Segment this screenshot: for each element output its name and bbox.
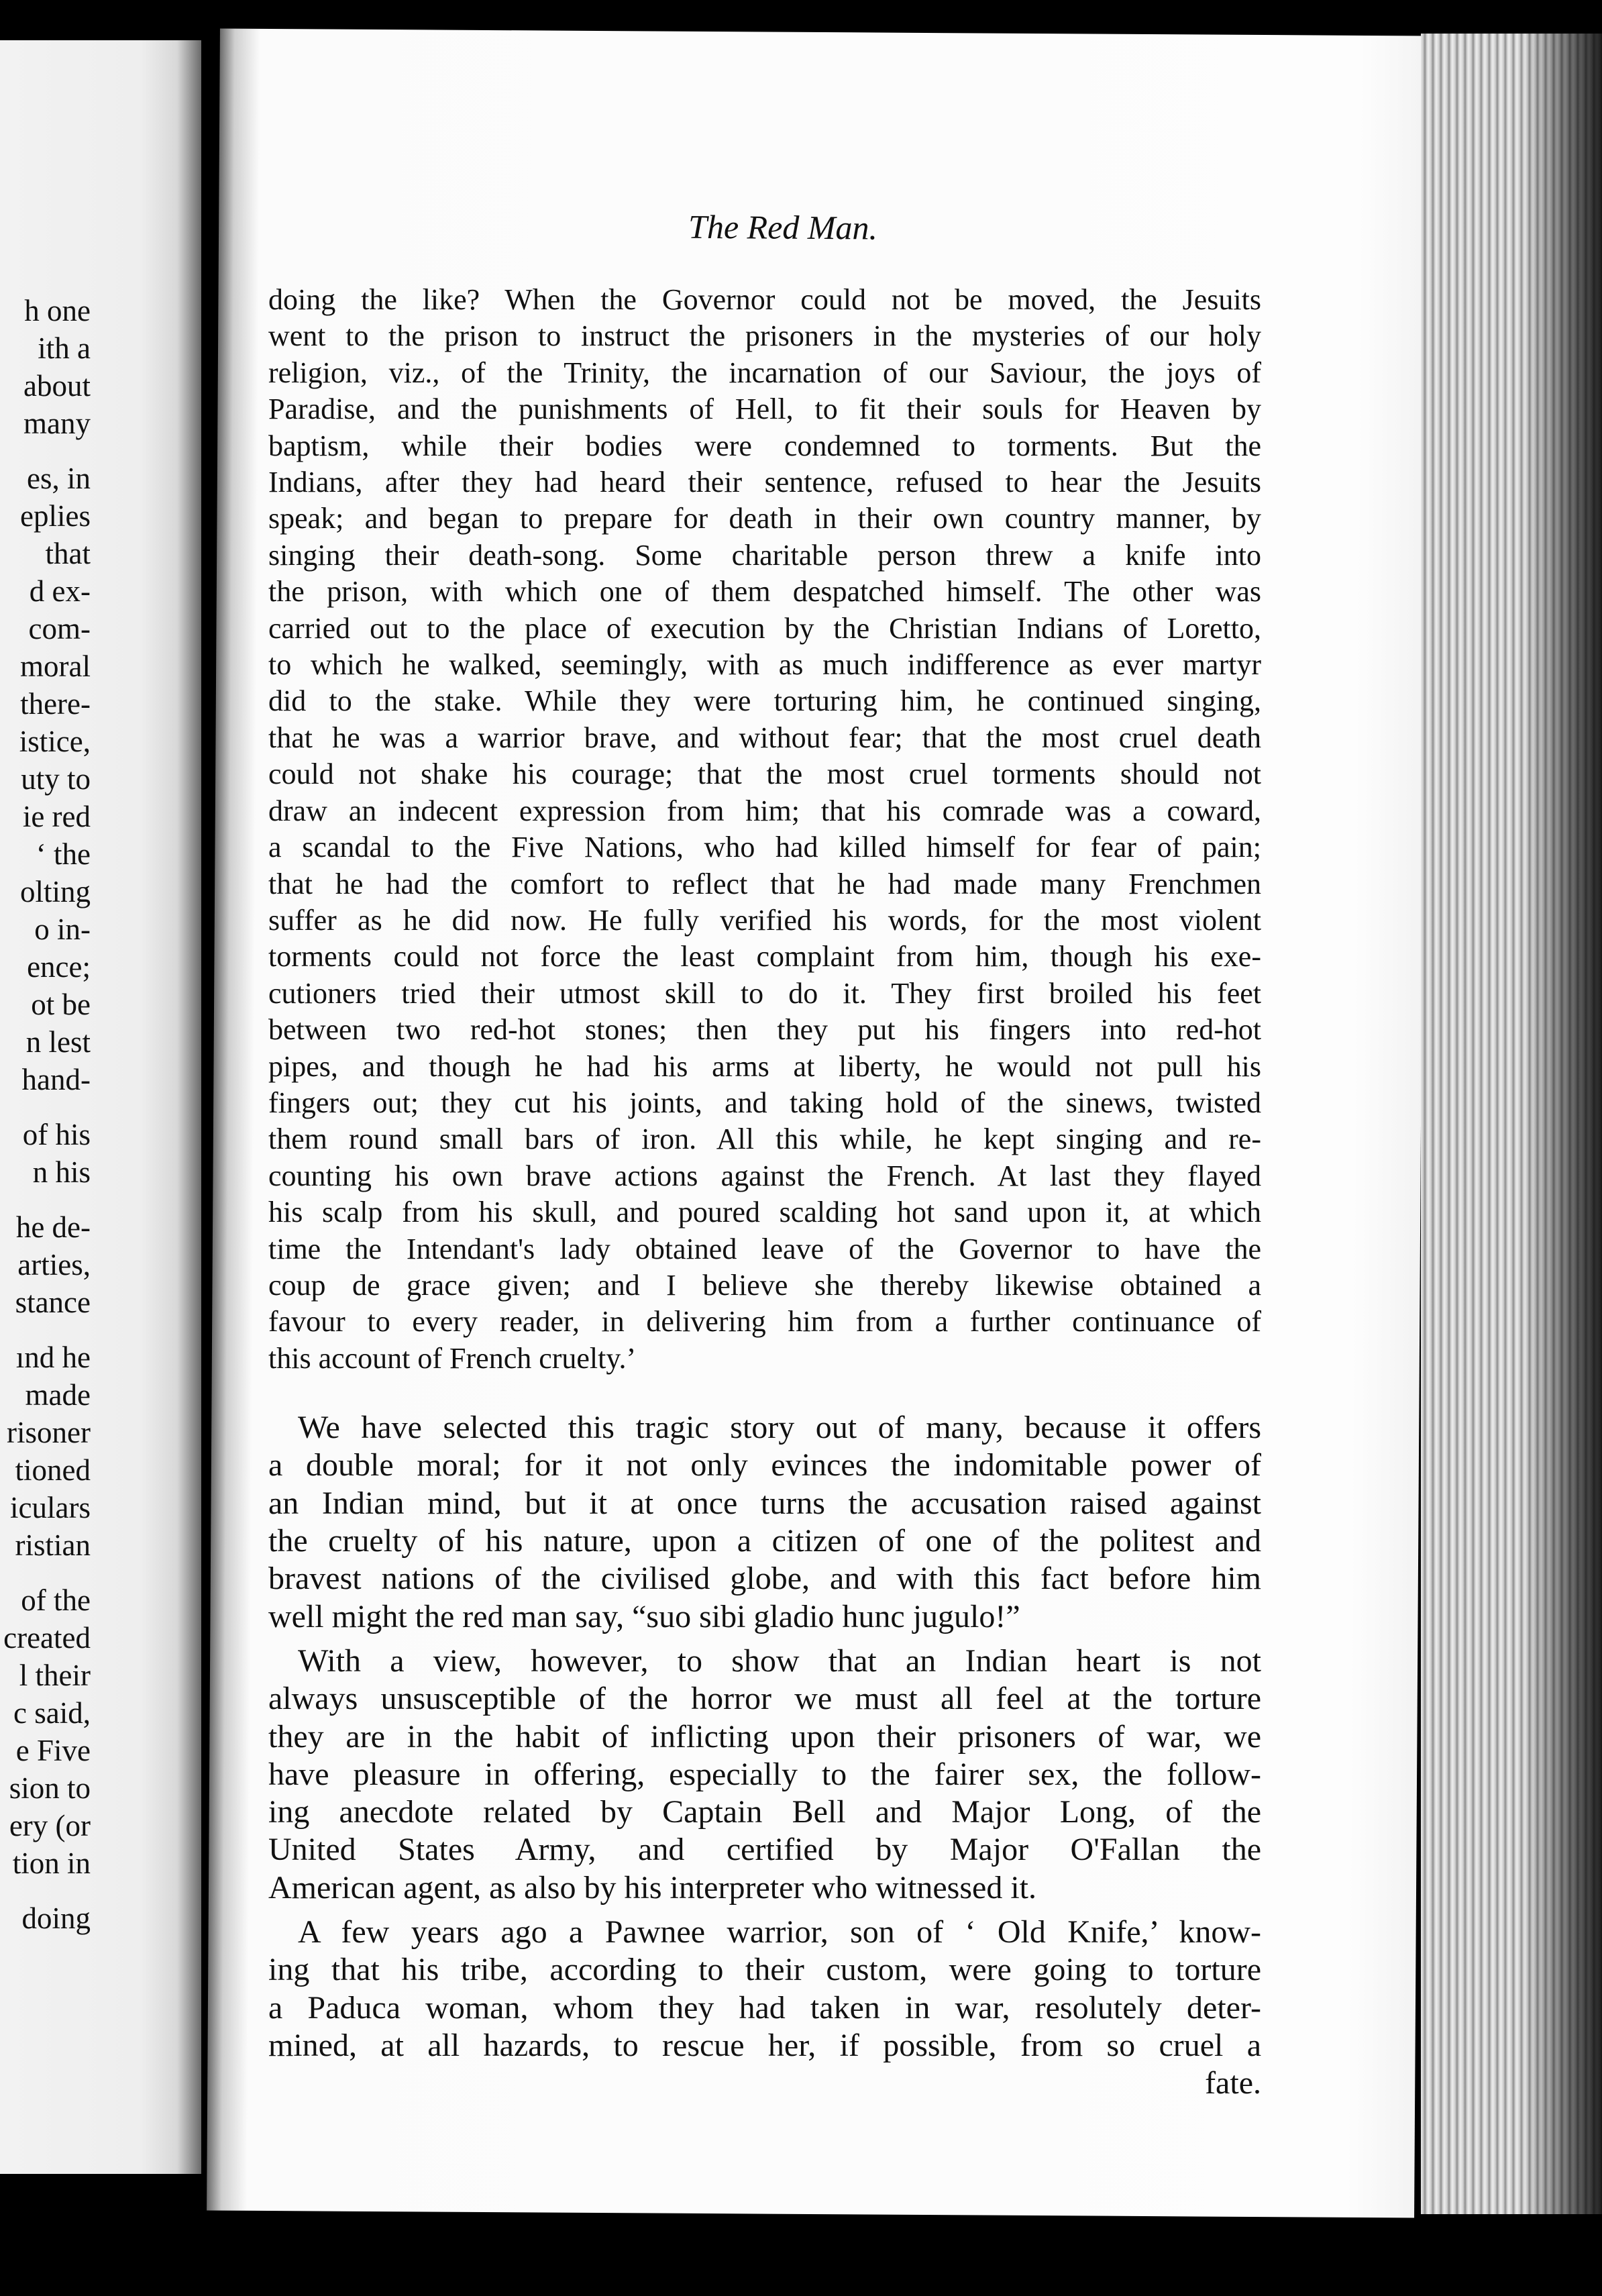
text-line: baptism, while their bodies were condemned to torments. But the <box>268 429 1261 462</box>
left-page-line: ery (or <box>9 1809 91 1842</box>
left-page-line: many <box>23 407 91 440</box>
left-page-line: es, in <box>27 462 91 495</box>
text-line: A few years ago a Pawnee warrior, son of ‘ Old Knife,’ know- <box>298 1914 1261 1950</box>
text-line: American agent, as also by his interpreter who witnessed it. <box>268 1869 1037 1906</box>
text-line: went to the prison to instruct the prisoners in the mysteries of our holy <box>268 319 1261 353</box>
text-line: fingers out; they cut his joints, and taking hold of the sinews, twisted <box>268 1086 1261 1119</box>
text-line: torments could not force the least complaint from him, though his exe- <box>268 940 1261 974</box>
text-line: have pleasure in offering, especially to the fairer sex, the follow- <box>268 1756 1261 1792</box>
text-line: the prison, with which one of them despatched himself. The other was <box>268 575 1261 609</box>
text-line: pipes, and though he had his arms at liberty, he would not pull his <box>268 1049 1261 1083</box>
text-line: carried out to the place of execution by the Christian Indians of Loretto, <box>268 611 1261 645</box>
text-line: them round small bars of iron. All this while, he kept singing and re- <box>268 1123 1261 1156</box>
paragraph-3 <box>268 1914 1261 2102</box>
quotation-block <box>268 282 1261 1377</box>
left-page <box>0 40 201 2174</box>
page-edges <box>1421 34 1602 2214</box>
text-line: that he had the comfort to reflect that he had made many Frenchmen <box>268 867 1261 900</box>
left-page-line: d ex- <box>29 574 91 608</box>
left-page-line: ristian <box>15 1528 91 1562</box>
left-page-line: ie red <box>22 800 91 833</box>
left-page-line: made <box>25 1378 91 1412</box>
text-line: United States Army, and certified by Major O'Fallan the <box>268 1832 1261 1868</box>
left-page-line: e Five <box>15 1734 91 1767</box>
text-line: With a view, however, to show that an Indian heart is not <box>298 1642 1261 1679</box>
text-line: could not shake his courage; that the most cruel torments should not <box>268 758 1261 791</box>
text-line: his scalp from his skull, and poured scalding hot sand upon it, at which <box>268 1196 1261 1229</box>
left-page-line: doing <box>21 1901 91 1935</box>
text-line: draw an indecent expression from him; that his comrade was a coward, <box>268 794 1261 827</box>
left-page-line: hand- <box>21 1063 91 1096</box>
text-line: fate. <box>1205 2065 1261 2101</box>
left-page-line: eplies <box>20 499 91 533</box>
left-page-line: ot be <box>31 988 91 1021</box>
text-line: bravest nations of the civilised globe, and with this fact before him <box>268 1561 1261 1597</box>
text-line: that he was a warrior brave, and without fear; that the most cruel death <box>268 721 1261 754</box>
left-page-line: ‘ the <box>36 837 91 871</box>
left-page-line: uty to <box>21 762 91 796</box>
text-line: doing the like? When the Governor could not be moved, the Jesuits <box>268 283 1261 316</box>
text-line: a Paduca woman, whom they had taken in war, resolutely deter- <box>268 1989 1261 2026</box>
text-line: a double moral; for it not only evinces the indomitable power of <box>268 1447 1261 1483</box>
left-page-line: c said, <box>13 1696 91 1730</box>
left-page-line: istice, <box>19 725 91 758</box>
body-text <box>268 282 1261 2103</box>
left-page-line: iculars <box>10 1491 91 1524</box>
text-line: the cruelty of his nature, upon a citizen of one of the politest and <box>268 1523 1261 1559</box>
text-line: well might the red man say, “suo sibi gladio hunc jugulo!” <box>268 1598 1020 1634</box>
left-page-line: o in- <box>34 912 91 946</box>
left-page-line: risoner <box>7 1416 91 1449</box>
paragraph-2 <box>268 1642 1261 1907</box>
text-line: suffer as he did now. He fully verified his words, for the most violent <box>268 903 1261 937</box>
left-page-line: n his <box>32 1155 91 1189</box>
text-line: Indians, after they had heard their sentence, refused to hear the Jesuits <box>268 466 1261 499</box>
left-page-line: created <box>3 1621 91 1655</box>
left-page-line: about <box>23 369 91 403</box>
left-page-line: olting <box>19 875 91 908</box>
main-paragraphs <box>268 1409 1261 2102</box>
left-page-line: com- <box>28 612 91 645</box>
text-line: between two red-hot stones; then they put his fingers into red-hot <box>268 1013 1261 1047</box>
text-line: ing anecdote related by Captain Bell and Major Long, of the <box>268 1794 1261 1830</box>
page-title: The Red Man. <box>688 207 878 247</box>
left-page-line: of the <box>21 1583 91 1617</box>
text-line: ing that his tribe, according to their custom, were going to torture <box>268 1952 1261 1988</box>
text-line: they are in the habit of inflicting upon their prisoners of war, we <box>268 1718 1261 1755</box>
text-line: always unsusceptible of the horror we must all feel at the torture <box>268 1681 1261 1717</box>
left-page-line: stance <box>15 1286 91 1319</box>
left-page-line: h one <box>24 294 91 327</box>
left-page-line: he de- <box>15 1210 91 1244</box>
text-line: Paradise, and the punishments of Hell, to fit their souls for Heaven by <box>268 393 1261 426</box>
left-page-line: tioned <box>15 1453 91 1487</box>
left-page-line: there- <box>20 687 91 721</box>
text-line: favour to every reader, in delivering him from a further continuance of <box>268 1305 1261 1339</box>
text-line: did to the stake. While they were torturing him, he continued singing, <box>268 684 1261 718</box>
text-line: this account of French cruelty.’ <box>268 1341 637 1375</box>
left-page-line: of his <box>22 1118 91 1151</box>
text-line: singing their death-song. Some charitable person threw a knife into <box>268 538 1261 572</box>
text-line: religion, viz., of the Trinity, the incarnation of our Saviour, the joys of <box>268 356 1261 389</box>
left-page-line: moral <box>20 649 91 683</box>
text-line: coup de grace given; and I believe she thereby likewise obtained a <box>268 1268 1261 1302</box>
text-line: We have selected this tragic story out of many, because it offers <box>298 1410 1261 1446</box>
left-page-line: sion to <box>9 1771 91 1805</box>
text-line: a scandal to the Five Nations, who had killed himself for fear of pain; <box>268 831 1261 864</box>
paragraph-1 <box>268 1409 1261 1636</box>
text-line: mined, at all hazards, to rescue her, if possible, from so cruel a <box>268 2027 1261 2063</box>
left-page-line: tion in <box>12 1846 91 1880</box>
left-page-line: ith a <box>38 331 91 365</box>
text-line: speak; and began to prepare for death in their own country manner, by <box>268 502 1261 535</box>
left-page-line: ınd he <box>15 1341 91 1374</box>
left-page-line: ence; <box>27 950 91 984</box>
text-line: cutioners tried their utmost skill to do it. They first broiled his feet <box>268 976 1261 1010</box>
left-page-line: l their <box>19 1659 91 1692</box>
left-page-line: arties, <box>17 1248 91 1282</box>
text-line: time the Intendant's lady obtained leave of the Governor to have the <box>268 1232 1261 1265</box>
left-page-line: that <box>45 537 91 570</box>
left-page-line: n lest <box>25 1025 91 1059</box>
text-line: to which he walked, seemingly, with as much indifference as ever martyr <box>268 648 1261 682</box>
text-line: counting his own brave actions against the French. At last they flayed <box>268 1159 1261 1192</box>
text-line: an Indian mind, but it at once turns the accusation raised against <box>268 1485 1261 1521</box>
